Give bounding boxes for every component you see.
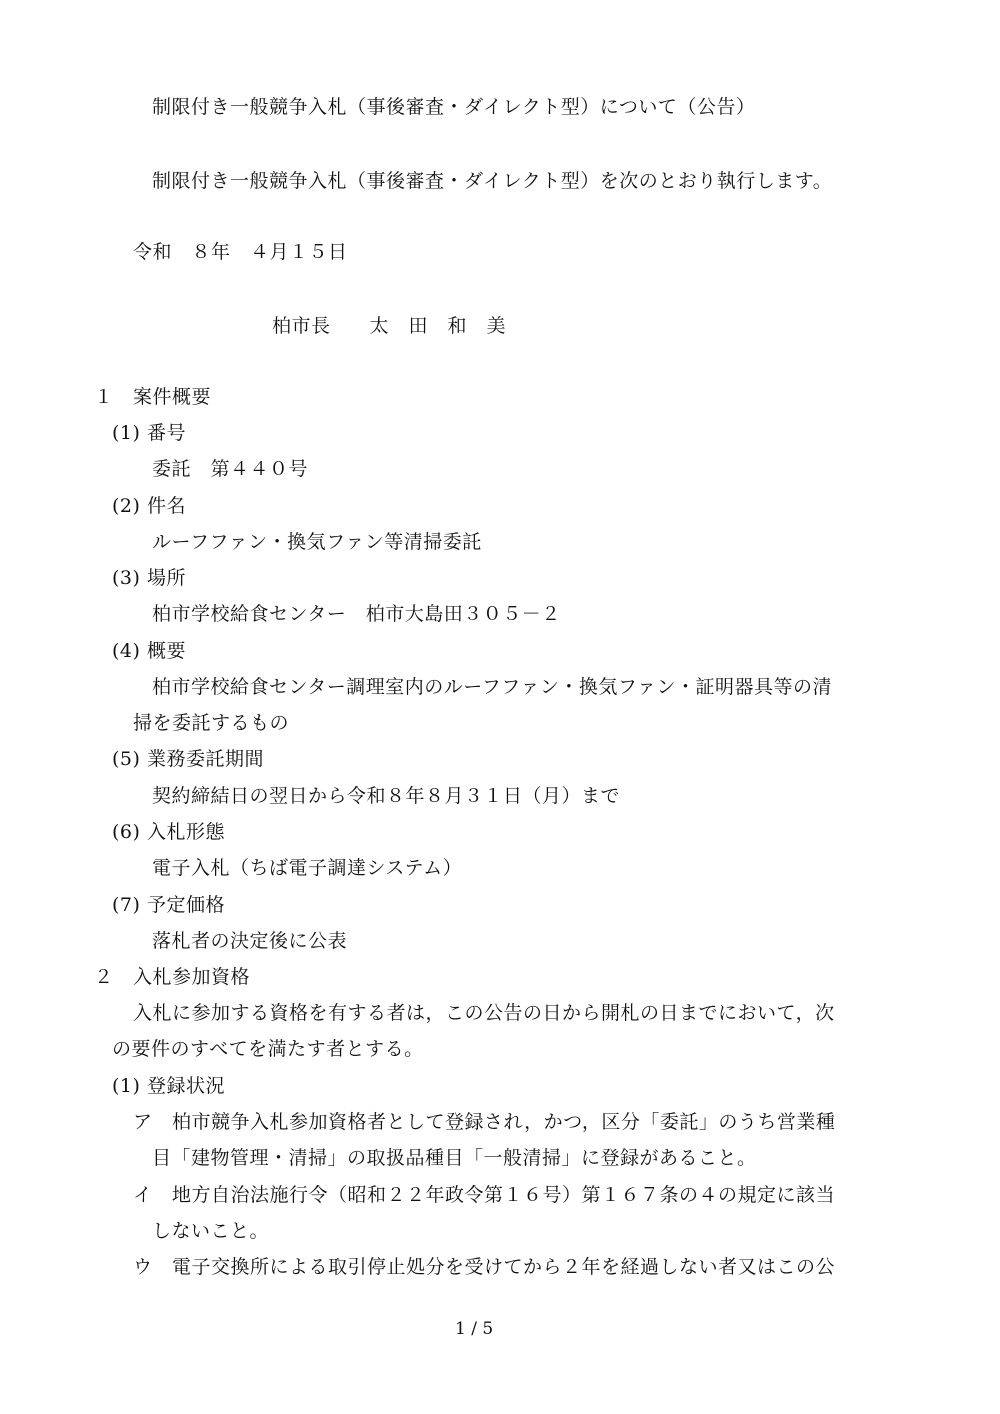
intro-text: 制限付き一般競争入札（事後審査・ダイレクト型）を次のとおり執行します。	[152, 170, 833, 192]
notice-date: 令和 ８年 ４月１５日	[133, 241, 348, 263]
section-2-intro-line2: の要件のすべてを満たす者とする。	[112, 1038, 424, 1060]
item-bid-format-label: (6) 入札形態	[112, 821, 225, 843]
document-title: 制限付き一般競争入札（事後審査・ダイレクト型）について（公告）	[152, 96, 756, 118]
item-price-label: (7) 予定価格	[112, 894, 225, 916]
requirement-i-line1: イ 地方自治法施行令（昭和２２年政令第１６号）第１６７条の４の規定に該当	[133, 1184, 836, 1206]
item-period-value: 契約締結日の翌日から令和８年８月３１日（月）まで	[152, 785, 621, 807]
item-period-label: (5) 業務委託期間	[112, 748, 264, 770]
item-number-label: (1) 番号	[112, 422, 186, 444]
section-2-intro-line1: 入札に参加する資格を有する者は，この公告の日から開札の日までにおいて，次	[133, 1002, 835, 1024]
item-name-label: (2) 件名	[112, 495, 186, 517]
section-1-heading: １ 案件概要	[94, 386, 212, 408]
page-number: 1 / 5	[455, 1319, 494, 1339]
item-bid-format-value: 電子入札（ちば電子調達システム）	[152, 857, 463, 879]
requirement-a-line1: ア 柏市競争入札参加資格者として登録され，かつ，区分「委託」のうち営業種	[133, 1111, 836, 1133]
item-summary-label: (4) 概要	[112, 640, 186, 662]
item-number-value: 委託 第４４０号	[152, 458, 309, 480]
requirement-a-line2: 目「建物管理・清掃」の取扱品種目「一般清掃」に登録があること。	[152, 1147, 757, 1169]
registration-status-label: (1) 登録状況	[112, 1075, 225, 1097]
requirement-u-line1: ウ 電子交換所による取引停止処分を受けてから２年を経過しない者又はこの公	[133, 1256, 836, 1278]
requirement-i-line2: しないこと。	[152, 1220, 270, 1242]
item-location-value: 柏市学校給食センター 柏市大島田３０５－２	[152, 603, 561, 625]
item-summary-value-line2: 掃を委託するもの	[133, 712, 290, 734]
item-location-label: (3) 場所	[112, 567, 186, 589]
section-2-heading: ２ 入札参加資格	[94, 966, 251, 988]
item-price-value: 落札者の決定後に公表	[152, 930, 348, 952]
issuer-name: 柏市長 太 田 和 美	[272, 315, 507, 337]
item-name-value: ルーフファン・換気ファン等清掃委託	[152, 531, 482, 553]
item-summary-value-line1: 柏市学校給食センター調理室内のルーフファン・換気ファン・証明器具等の清	[152, 676, 833, 698]
